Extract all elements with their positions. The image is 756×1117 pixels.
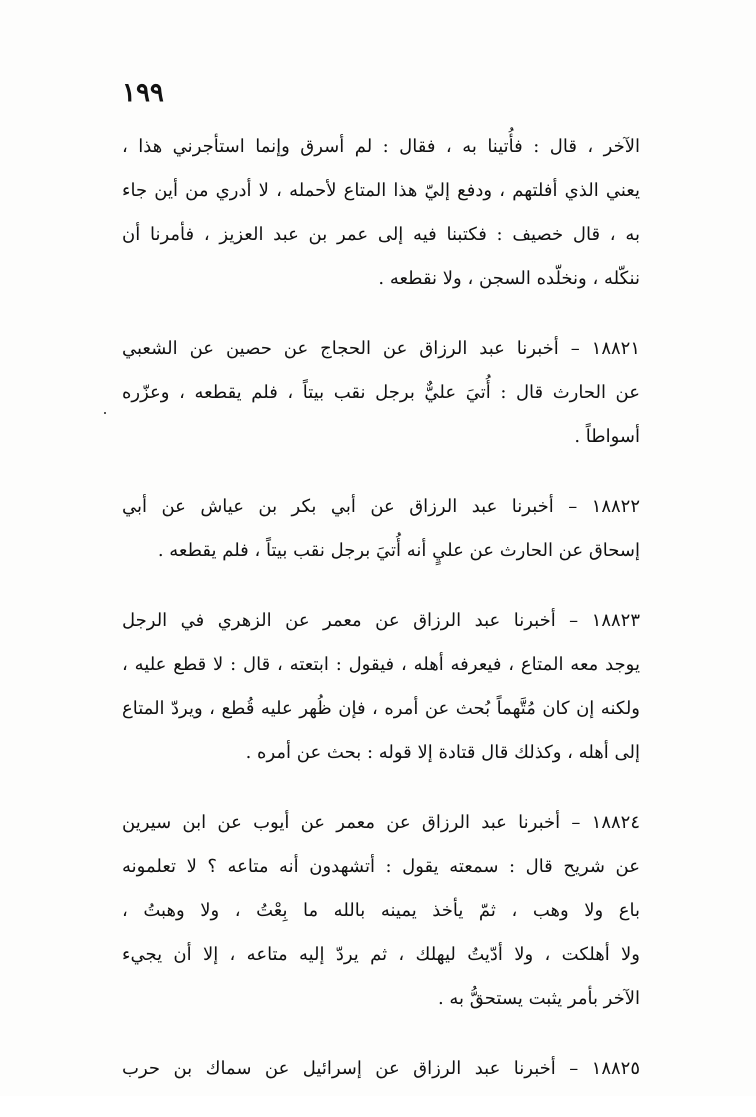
text-line: ولكنه إن كان مُتَّهماً بُحث عن أمره ، فإن ظُهر عليه قُطع ، ويردّ المتاع bbox=[122, 698, 640, 719]
text-line: به ، قال خصيف : فكتبنا فيه إلى عمر بن عبد العزيز ، فأمرنا أن bbox=[122, 224, 640, 245]
text-line: ١٨٨٢٤ – أخبرنا عبد الرزاق عن معمر عن أيوب عن ابن سيرين bbox=[122, 812, 640, 833]
paragraph-continuation bbox=[122, 125, 640, 301]
text-line: عن شريح قال : سمعته يقول : أتشهدون أنه متاعه ؟ لا تعلمونه bbox=[122, 856, 640, 877]
text-line: ولا أهلكت ، ولا أدّيتُ ليهلك ، ثم يردّ إليه متاعه ، إلا أن يجيء bbox=[122, 944, 640, 965]
page-body bbox=[122, 125, 640, 1117]
hadith-18824 bbox=[122, 801, 640, 1021]
text-line: الآخر ، قال : فأُتينا به ، فقال : لم أسرق وإنما استأجرني هذا ، bbox=[122, 136, 640, 157]
hadith-18821 bbox=[122, 327, 640, 459]
text-line: أسواطاً . bbox=[574, 426, 640, 447]
text-line: إسحاق عن الحارث عن عليٍ أنه أُتيَ برجل نقب بيتاً ، فلم يقطعه . bbox=[157, 540, 640, 561]
hadith-18825 bbox=[122, 1047, 640, 1091]
hadith-18822 bbox=[122, 485, 640, 573]
page-number: ١٩٩ bbox=[122, 78, 164, 108]
text-line: إلى أهله ، وكذلك قال قتادة إلا قوله : بحث عن أمره . bbox=[245, 742, 640, 763]
text-line: يعني الذي أفلتهم ، ودفع إليّ هذا المتاع لأحمله ، لا أدري من أين جاء bbox=[122, 180, 640, 201]
text-line: ننكّله ، ونخلّده السجن ، ولا نقطعه . bbox=[378, 268, 640, 289]
text-line: يوجد معه المتاع ، فيعرفه أهله ، فيقول : ابتعته ، قال : لا قطع عليه ، bbox=[122, 654, 640, 675]
text-line: ١٨٨٢١ – أخبرنا عبد الرزاق عن الحجاج عن حصين عن الشعبي bbox=[122, 338, 640, 359]
text-line: باع ولا وهب ، ثمّ يأخذ يمينه بالله ما بِعْتُ ، ولا وهبتُ ، bbox=[122, 900, 640, 921]
text-line: عن الحارث قال : أُتيَ عليٌّ برجل نقب بيتاً ، فلم يقطعه ، وعزّره bbox=[122, 382, 640, 403]
text-line: ١٨٨٢٣ – أخبرنا عبد الرزاق عن معمر عن الزهري في الرجل bbox=[122, 610, 640, 631]
text-line: ١٨٨٢٢ – أخبرنا عبد الرزاق عن أبي بكر بن عياش عن أبي bbox=[122, 496, 640, 517]
text-line: الآخر بأمر يثبت يستحقُّ به . bbox=[437, 988, 640, 1009]
hadith-18823 bbox=[122, 599, 640, 775]
text-line: ١٨٨٢٥ – أخبرنا عبد الرزاق عن إسرائيل عن سماك بن حرب bbox=[122, 1058, 640, 1079]
scan-speck bbox=[104, 412, 106, 414]
